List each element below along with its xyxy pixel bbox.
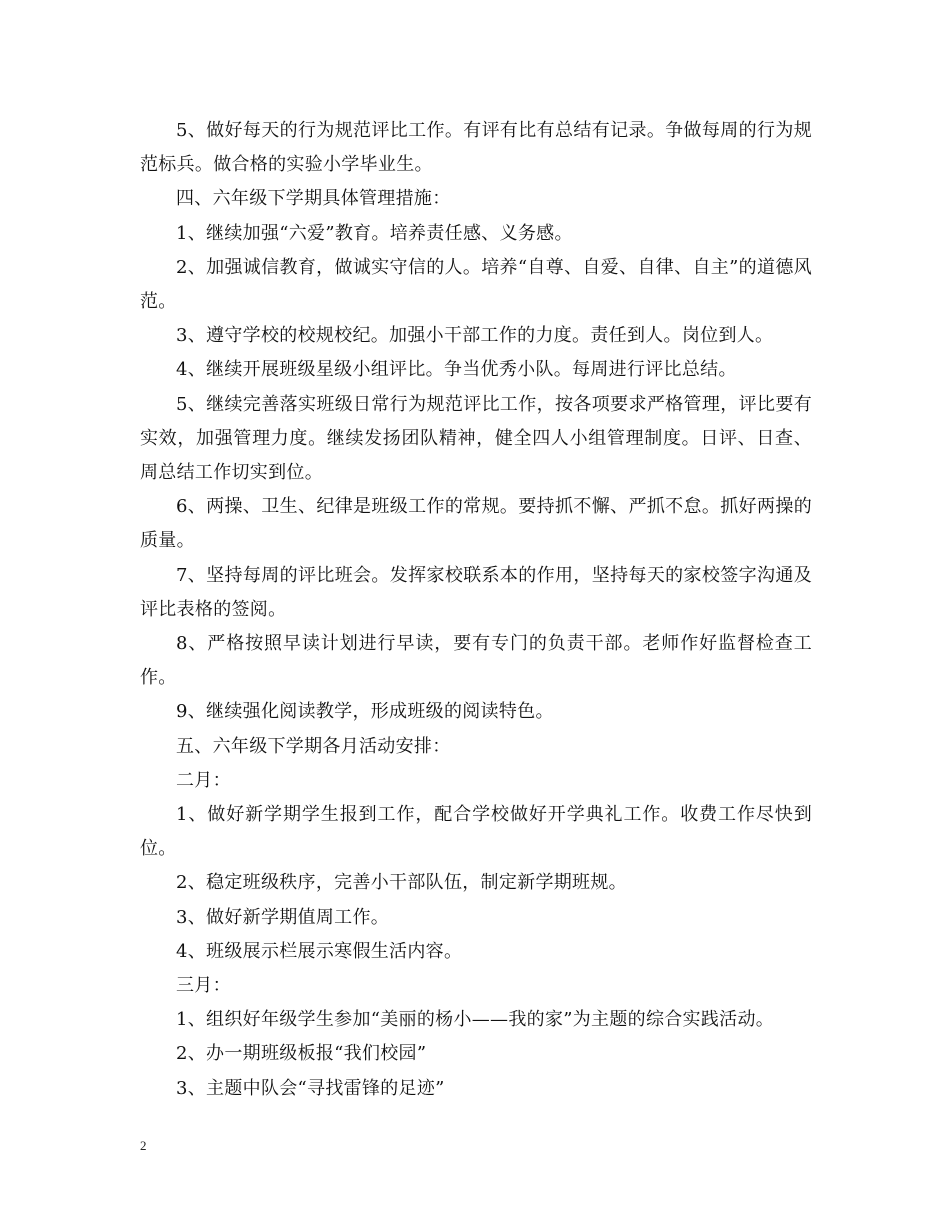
- month-heading: 三月：: [176, 975, 231, 997]
- paragraph: 3、做好新学期值周工作。: [176, 906, 390, 928]
- paragraph: 2、稳定班级秩序，完善小干部队伍，制定新学期班规。: [176, 872, 627, 894]
- paragraph: 5、继续完善落实班级日常行为规范评比工作，按各项要求严格管理，评比要有实效，加强管理力度。继续发扬团队精神，健全四人小组管理制度。日评、日查、周总结工作切实到位。: [140, 393, 812, 484]
- month-heading: 二月：: [176, 769, 231, 791]
- paragraph: 8、严格按照早读计划进行早读，要有专门的负责干部。老师作好监督检查工作。: [140, 633, 812, 689]
- section-heading: 五、六年级下学期各月活动安排：: [176, 735, 451, 757]
- paragraph: 9、继续强化阅读教学，形成班级的阅读特色。: [176, 701, 554, 723]
- document-body: [140, 114, 812, 1106]
- paragraph: 7、坚持每周的评比班会。发挥家校联系本的作用，坚持每天的家校签字沟通及评比表格的签阅。: [140, 564, 812, 620]
- paragraph: 2、加强诚信教育，做诚实守信的人。培养“自尊、自爱、自律、自主”的道德风范。: [140, 256, 812, 313]
- paragraph: 1、继续加强“六爱”教育。培养责任感、义务感。: [176, 222, 573, 244]
- paragraph: 3、遵守学校的校规校纪。加强小干部工作的力度。责任到人。岗位到人。: [176, 325, 774, 347]
- paragraph: 5、做好每天的行为规范评比工作。有评有比有总结有记录。争做每周的行为规范标兵。做合格的实验小学毕业生。: [140, 120, 812, 176]
- section-heading: 四、六年级下学期具体管理措施：: [176, 188, 451, 210]
- paragraph: 2、办一期班级板报“我们校园”: [176, 1043, 427, 1065]
- paragraph: 1、做好新学期学生报到工作，配合学校做好开学典礼工作。收费工作尽快到位。: [140, 804, 812, 860]
- paragraph: 4、班级展示栏展示寒假生活内容。: [176, 940, 463, 962]
- paragraph: 1、组织好年级学生参加“美丽的杨小——我的家”为主题的综合实践活动。: [176, 1009, 775, 1031]
- paragraph: 3、主题中队会“寻找雷锋的足迹”: [176, 1077, 445, 1099]
- paragraph: 6、两操、卫生、纪律是班级工作的常规。要持抓不懈、严抓不怠。抓好两操的质量。: [140, 496, 812, 552]
- page-number: 2: [140, 1138, 147, 1153]
- paragraph: 4、继续开展班级星级小组评比。争当优秀小队。每周进行评比总结。: [176, 359, 737, 381]
